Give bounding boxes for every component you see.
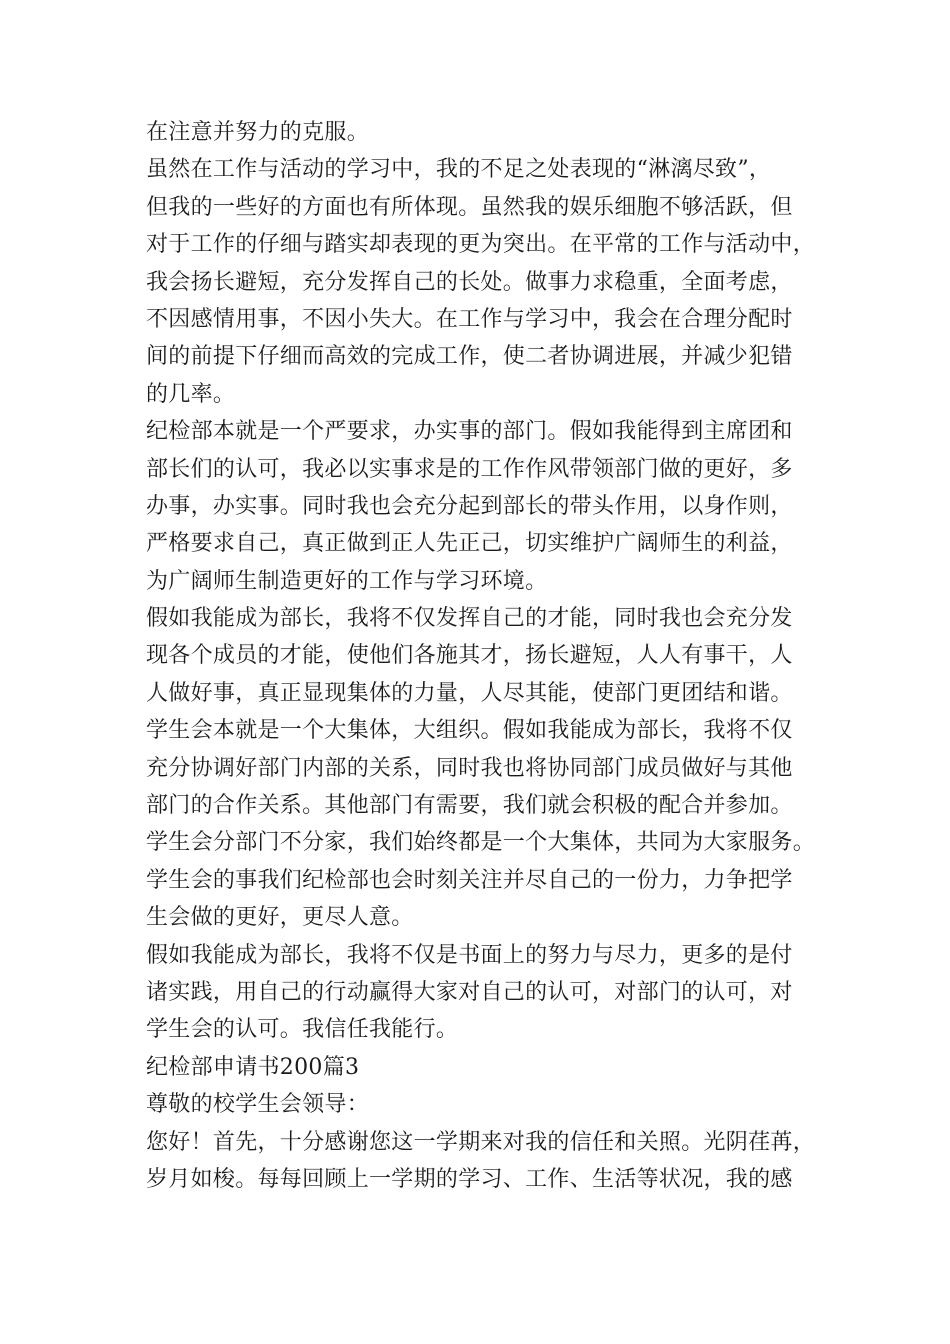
text-line: 虽然在工作与活动的学习中，我的不足之处表现的“淋漓尽致”，	[146, 157, 772, 183]
text-line: 诸实践，用自己的行动赢得大家对自己的认可，对部门的认可，对	[146, 979, 793, 1005]
text-line: 在注意并努力的克服。	[146, 120, 370, 145]
text-line: 人做好事，真正显现集体的力量，人尽其能，使部门更团结和谐。	[146, 680, 793, 706]
text-line: 学生会分部门不分家，我们始终都是一个大集体，共同为大家服务。	[146, 830, 816, 856]
text-line: 假如我能成为部长，我将不仅是书面上的努力与尽力，更多的是付	[146, 942, 793, 968]
text-line: 纪检部本就是一个严要求，办实事的部门。假如我能得到主席团和	[146, 419, 793, 445]
text-line: 的几率。	[146, 381, 236, 407]
text-line: 为广阔师生制造更好的工作与学习环境。	[146, 568, 548, 594]
text-line: 学生会的事我们纪检部也会时刻关注并尽自己的一份力，力争把学	[146, 867, 793, 893]
text-line: 我会扬长避短，充分发挥自己的长处。做事力求稳重，全面考虑，	[146, 269, 793, 295]
text-line: 办事，办实事。同时我也会充分起到部长的带头作用，以身作则，	[146, 493, 793, 519]
document-body	[146, 114, 826, 1198]
text-line: 学生会的认可。我信任我能行。	[146, 1017, 459, 1043]
text-line: 不因感情用事，不因小失大。在工作与学习中，我会在合理分配时	[146, 306, 793, 332]
text-line: 部门的合作关系。其他部门有需要，我们就会积极的配合并参加。	[146, 793, 793, 819]
text-line: 您好！首先，十分感谢您这一学期来对我的信任和关照。光阴荏苒，	[146, 1129, 816, 1155]
salutation: 尊敬的校学生会领导：	[146, 1092, 370, 1118]
text-line: 充分协调好部门内部的关系，同时我也将协同部门成员做好与其他	[146, 755, 793, 781]
text-line: 严格要求自己，真正做到正人先正己，切实维护广阔师生的利益，	[146, 531, 793, 557]
text-line: 部长们的认可，我必以实事求是的工作作风带领部门做的更好，多	[146, 456, 793, 482]
text-line: 但我的一些好的方面也有所体现。虽然我的娱乐细胞不够活跃，但	[146, 194, 793, 220]
text-line: 假如我能成为部长，我将不仅发挥自己的才能，同时我也会充分发	[146, 606, 793, 632]
text-line: 间的前提下仔细而高效的完成工作，使二者协调进展，并减少犯错	[146, 344, 793, 370]
text-line: 现各个成员的才能，使他们各施其才，扬长避短，人人有事干，人	[146, 643, 793, 669]
text-line: 生会做的更好，更尽人意。	[146, 905, 414, 931]
text-line: 岁月如梭。每每回顾上一学期的学习、工作、生活等状况，我的感	[146, 1166, 793, 1192]
text-line: 对于工作的仔细与踏实却表现的更为突出。在平常的工作与活动中，	[146, 232, 816, 258]
section-heading: 纪检部申请书200篇3	[146, 1054, 360, 1080]
text-line: 学生会本就是一个大集体，大组织。假如我能成为部长，我将不仅	[146, 718, 793, 744]
